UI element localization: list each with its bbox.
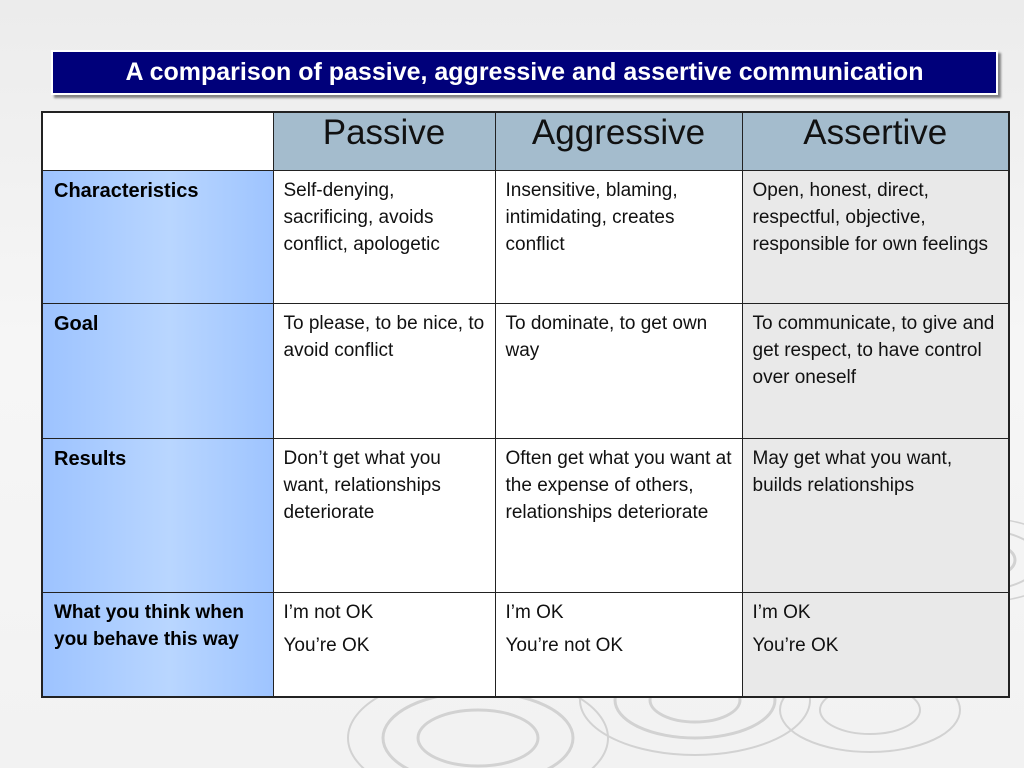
cell-passive-goal: To please, to be nice, to avoid conflict: [273, 304, 495, 439]
cell-passive-characteristics: Self-denying, sacrificing, avoids conflict, apologetic: [273, 171, 495, 304]
cell-aggressive-characteristics: Insensitive, blaming, intimidating, creates conflict: [495, 171, 742, 304]
cell-aggressive-what-you-think: [495, 593, 742, 698]
column-header-assertive: Assertive: [742, 112, 1009, 171]
cell-passive-results: Don’t get what you want, relationships deteriorate: [273, 439, 495, 593]
column-header-aggressive: Aggressive: [495, 112, 742, 171]
cell-assertive-goal: To communicate, to give and get respect, to have control over oneself: [742, 304, 1009, 439]
cell-assertive-what-you-think: [742, 593, 1009, 698]
thought-line: I’m not OK: [283, 602, 374, 623]
thought-line: I’m OK: [752, 602, 811, 623]
cell-assertive-characteristics: Open, honest, direct, respectful, objective, responsible for own feelings: [742, 171, 1009, 304]
table-row-what-you-think: [42, 593, 1009, 698]
row-label-characteristics: Characteristics: [42, 171, 273, 304]
thought-line: You’re not OK: [505, 635, 624, 656]
row-label-goal: Goal: [42, 304, 273, 439]
column-header-passive: Passive: [273, 112, 495, 171]
cell-passive-what-you-think: [273, 593, 495, 698]
slide-title: A comparison of passive, aggressive and assertive communication: [51, 50, 998, 95]
corner-cell: [42, 112, 273, 171]
thought-line: You’re OK: [283, 635, 370, 656]
table-row-characteristics: [42, 171, 1009, 304]
comparison-table: [41, 111, 1010, 698]
table-row-results: [42, 439, 1009, 593]
table-header-row: [42, 112, 1009, 171]
thought-line: You’re OK: [752, 635, 839, 656]
cell-aggressive-goal: To dominate, to get own way: [495, 304, 742, 439]
row-label-what-you-think: What you think when you behave this way: [42, 593, 273, 698]
thought-line: I’m OK: [505, 602, 564, 623]
cell-assertive-results: May get what you want, builds relationships: [742, 439, 1009, 593]
cell-aggressive-results: Often get what you want at the expense of others, relationships deteriorate: [495, 439, 742, 593]
table-row-goal: [42, 304, 1009, 439]
row-label-results: Results: [42, 439, 273, 593]
